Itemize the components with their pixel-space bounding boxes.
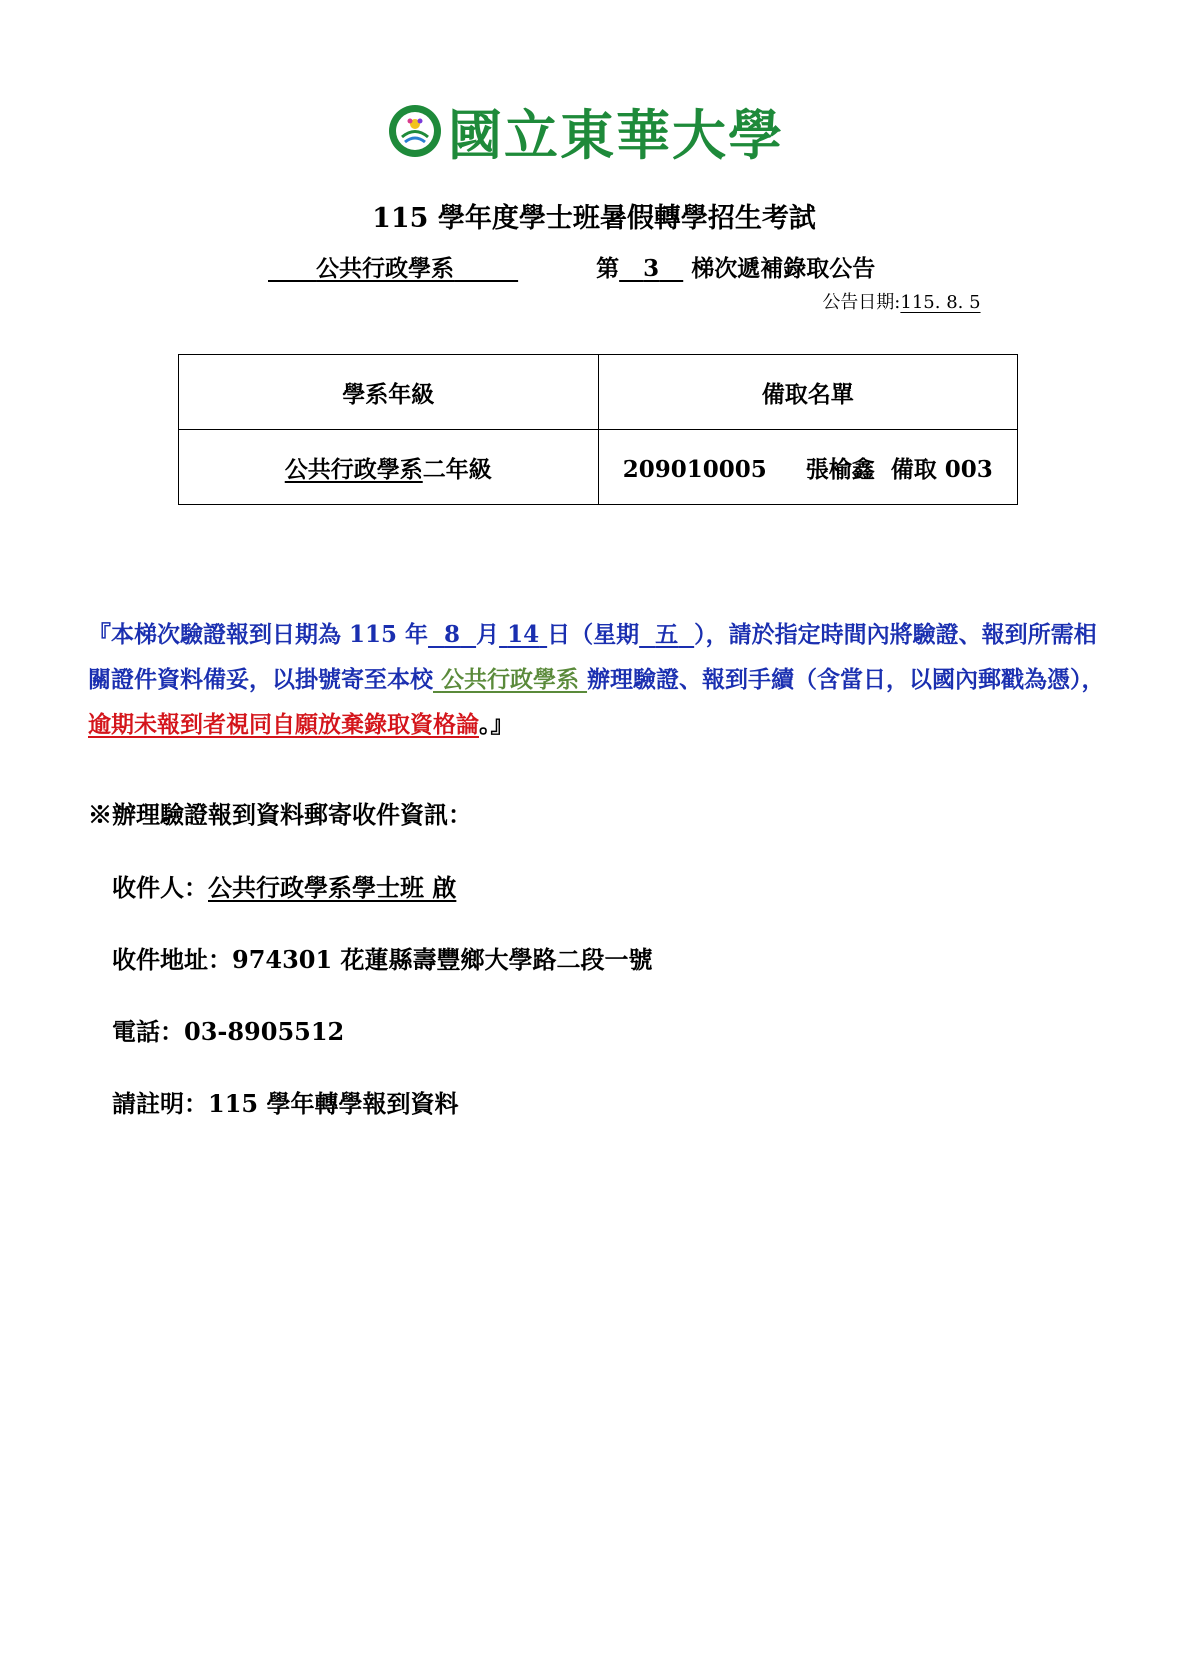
subtitle-suffix: 梯次遞補錄取公告 bbox=[691, 255, 876, 282]
notice-text: ），請於指定時間內將驗證、報到所需相關證件資料備妥，以掛號寄至本校 bbox=[88, 621, 1097, 693]
university-logo bbox=[388, 96, 784, 166]
cell-waitlist-entry: 209010005 張榆鑫 備取 003 bbox=[598, 430, 1018, 505]
university-name: 國立東華大學 bbox=[448, 102, 784, 167]
announcement-subtitle bbox=[268, 250, 875, 283]
notice-end: 。』 bbox=[479, 711, 514, 738]
recipient-label: 收件人： bbox=[112, 873, 208, 902]
mailing-heading: ※辦理驗證報到資料郵寄收件資訊： bbox=[88, 800, 472, 829]
date-label: 公告日期: bbox=[822, 292, 901, 313]
recipient-value: 公共行政學系學士班 啟 bbox=[208, 873, 457, 902]
cell-dept: 公共行政學系 bbox=[284, 455, 423, 483]
notice-department: 公共行政學系 bbox=[441, 666, 580, 693]
table-row bbox=[179, 430, 1018, 505]
notice-weekday: 五 bbox=[655, 621, 679, 648]
mailing-recipient bbox=[112, 868, 456, 903]
header-waitlist: 備取名單 bbox=[598, 355, 1018, 430]
notice-warning: 逾期未報到者視同自願放棄錄取資格論 bbox=[88, 711, 479, 738]
header-dept-grade: 學系年級 bbox=[179, 355, 599, 430]
notice-text: 辦理驗證、報到手續（含當日，以國內郵戳為憑）， bbox=[587, 666, 1105, 693]
table-header-row bbox=[179, 355, 1018, 430]
mailing-note: 請註明：115 學年轉學報到資料 bbox=[112, 1089, 459, 1118]
notice-text: 月 bbox=[476, 621, 500, 648]
announcement-title: 115 學年度學士班暑假轉學招生考試 bbox=[372, 203, 816, 234]
mailing-phone: 電話：03-8905512 bbox=[112, 1017, 345, 1046]
mailing-address: 收件地址：974301 花蓮縣壽豐鄉大學路二段一號 bbox=[112, 945, 653, 974]
notice-text: 日（星期 bbox=[547, 621, 640, 648]
subtitle-round: 3 bbox=[643, 255, 660, 282]
notice-day: 14 bbox=[507, 621, 540, 648]
announcement-date bbox=[822, 288, 992, 314]
subtitle-department: 公共行政學系 bbox=[316, 255, 455, 282]
cell-dept-grade bbox=[179, 430, 599, 505]
subtitle-prefix: 第 bbox=[596, 255, 620, 282]
date-value: 115. 8. 5 bbox=[900, 292, 981, 313]
university-seal-icon bbox=[388, 104, 442, 158]
notice-text: 『本梯次驗證報到日期為 115 年 bbox=[88, 621, 429, 648]
admission-list-table bbox=[178, 354, 1018, 505]
cell-grade: 二年級 bbox=[422, 455, 492, 483]
registration-notice bbox=[88, 612, 1108, 747]
notice-month: 8 bbox=[444, 621, 461, 648]
